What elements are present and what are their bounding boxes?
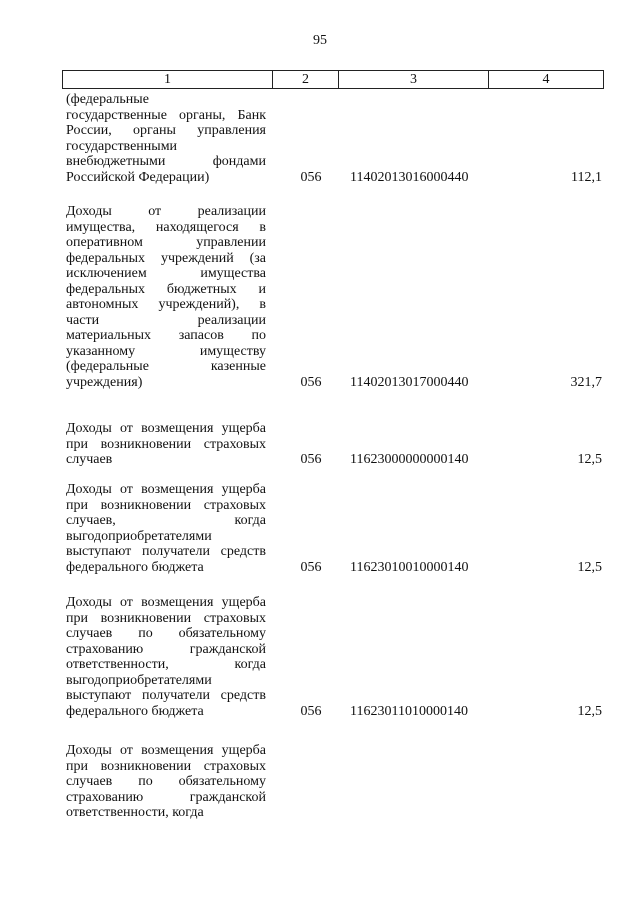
- description-line: внебюджетными фондами: [66, 154, 266, 169]
- description-line: при возникновении страховых: [66, 436, 266, 452]
- description-line: государственные органы, Банк: [66, 107, 266, 123]
- admin-code: 056: [300, 559, 322, 575]
- description-line: автономных учреждений), в: [66, 297, 266, 312]
- description-line: выгодоприобретателями: [66, 672, 212, 688]
- admin-code: 056: [300, 169, 322, 185]
- row-description: [66, 421, 266, 468]
- description-line: федеральных бюджетных и: [66, 281, 266, 297]
- table-header: [62, 70, 604, 89]
- description-line: Доходы от возмещения ущерба: [66, 743, 266, 758]
- description-line: Доходы от возмещения ущерба: [66, 482, 266, 497]
- row-description: [66, 92, 266, 185]
- column-header-4: 4: [542, 72, 550, 87]
- admin-code: 056: [300, 703, 322, 719]
- amount-value: 112,1: [571, 169, 602, 185]
- column-header-3: 3: [339, 71, 489, 88]
- description-line: (федеральные: [66, 92, 149, 107]
- description-line: исключением имущества: [66, 266, 266, 281]
- page-number: 95: [313, 33, 327, 48]
- amount-value: 12,5: [577, 559, 602, 575]
- column-header-1: 1: [63, 71, 273, 88]
- budget-classification-code: 11402013017000440: [350, 374, 469, 390]
- description-line: при возникновении страховых: [66, 610, 266, 626]
- description-line: Доходы от возмещения ущерба: [66, 421, 266, 436]
- description-line: Доходы от возмещения ущерба: [66, 595, 266, 610]
- description-line: случаев по обязательному: [66, 626, 266, 641]
- row-description: [66, 482, 266, 575]
- amount-value: 12,5: [577, 703, 602, 719]
- description-line: оперативном управлении: [66, 235, 266, 250]
- budget-classification-code: 11402013016000440: [350, 169, 469, 185]
- row-description: [66, 595, 266, 719]
- description-line: выступают получатели средств: [66, 544, 266, 559]
- description-line: материальных запасов по: [66, 328, 266, 343]
- description-line: имущества, находящегося в: [66, 219, 266, 235]
- description-line: (федеральные казенные: [66, 359, 266, 374]
- description-line: Доходы от реализации: [66, 204, 266, 219]
- admin-code: 056: [300, 374, 322, 390]
- budget-classification-code: 11623011010000140: [350, 703, 468, 719]
- description-line: случаев по обязательному: [66, 774, 266, 789]
- budget-classification-code: 11623000000000140: [350, 452, 469, 467]
- description-line: федерального бюджета: [66, 559, 204, 575]
- description-line: указанному имуществу: [66, 343, 266, 359]
- description-line: учреждения): [66, 374, 143, 390]
- column-header-2: 2: [273, 71, 339, 88]
- description-line: при возникновении страховых: [66, 758, 266, 774]
- description-line: Российской Федерации): [66, 169, 210, 185]
- description-line: федеральных учреждений (за: [66, 250, 266, 266]
- description-line: страхованию гражданской: [66, 641, 266, 657]
- amount-value: 12,5: [577, 452, 602, 467]
- row-description: [66, 204, 266, 390]
- description-line: государственными: [66, 138, 178, 154]
- description-line: случаев, когда: [66, 513, 266, 528]
- description-line: ответственности, когда: [66, 657, 266, 672]
- description-line: случаев: [66, 452, 113, 467]
- admin-code: 056: [300, 452, 322, 467]
- description-line: ответственности, когда: [66, 805, 204, 820]
- description-line: страхованию гражданской: [66, 789, 266, 805]
- budget-classification-code: 11623010010000140: [350, 559, 469, 575]
- description-line: части реализации: [66, 312, 266, 328]
- description-line: выступают получатели средств: [66, 688, 266, 703]
- description-line: выгодоприобретателями: [66, 528, 212, 544]
- amount-value: 321,7: [570, 374, 602, 390]
- description-line: при возникновении страховых: [66, 497, 266, 513]
- description-line: России, органы управления: [66, 123, 266, 138]
- row-description: [66, 743, 266, 821]
- description-line: федерального бюджета: [66, 703, 204, 719]
